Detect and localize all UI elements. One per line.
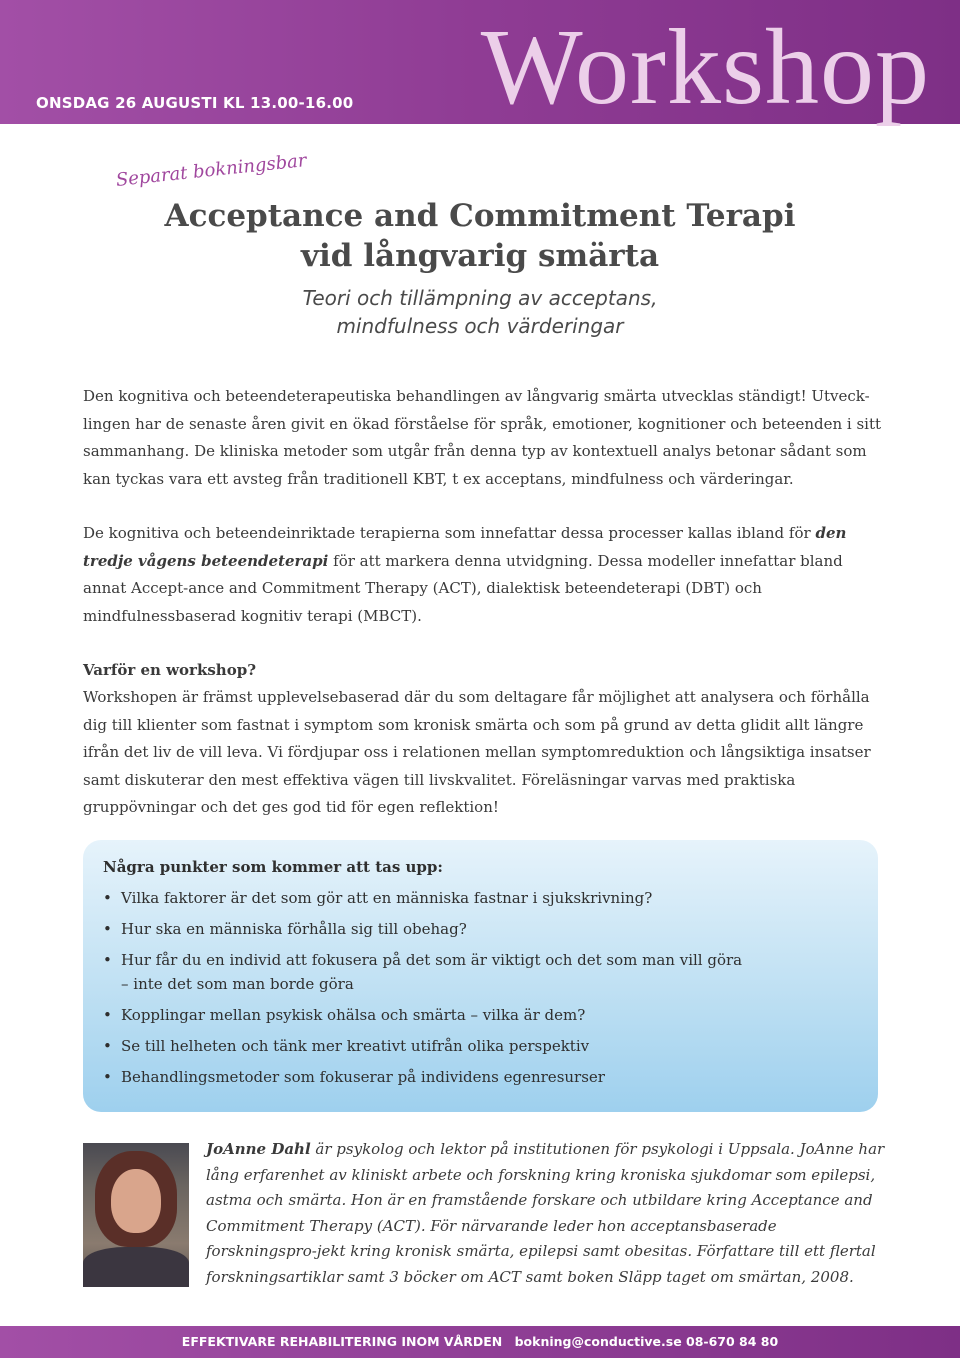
why-heading: Varför en workshop? [83, 661, 256, 679]
list-item [103, 948, 863, 996]
subtitle-line-1: Teori och tillämpning av acceptans, [302, 286, 658, 310]
booking-tagline: Separat bokningsbar [114, 150, 308, 191]
speaker-name: JoAnne Dahl [206, 1140, 311, 1158]
header-banner [0, 0, 960, 127]
points-list [103, 886, 863, 1096]
list-item [103, 917, 863, 941]
list-item [103, 1034, 863, 1058]
intro-p2-before: De kognitiva och beteendeinriktade terapierna som innefattar dessa processer kallas ibland för [83, 524, 816, 542]
intro-paragraph-1: Den kognitiva och beteendeterapeutiska behandlingen av långvarig smärta utvecklas ständigt! Utveck-lingen har de senaste åren givit en ökad förståelse för språk, emotioner, kognitioner och beteenden i sitt sammanhang. De kliniska metoder som utgår från denna typ av kontextuell analys betonar sådant som kan tyckas vara ett avsteg från traditionell KBT, t ex acceptans, mindfulness och värderingar. [83, 387, 882, 488]
page-subtitle [0, 284, 960, 340]
footer-org: EFFEKTIVARE REHABILITERING INOM VÅRDEN [181, 1334, 503, 1349]
list-item [103, 1065, 863, 1089]
event-date: ONSDAG 26 AUGUSTI KL 13.00-16.00 [36, 94, 354, 112]
list-item [103, 1003, 863, 1027]
photo-face [111, 1169, 161, 1233]
bullet-icon: • [103, 1006, 112, 1024]
bullet-icon: • [103, 889, 112, 907]
photo-shoulders [83, 1247, 189, 1287]
footer-banner [0, 1326, 960, 1358]
point-text: Hur får du en individ att fokusera på det som är viktigt och det som man vill göra [121, 951, 743, 969]
speaker-photo [83, 1143, 189, 1287]
bullet-icon: • [103, 951, 112, 969]
point-text: Vilka faktorer är det som gör att en människa fastnar i sjukskrivning? [121, 889, 653, 907]
intro-p2-emphasis: den tredje vågens beteendeterapi [83, 524, 847, 570]
intro-p2-after: för att markera denna utvidgning. Dessa modeller innefattar bland annat Accept-ance and Commitment Therapy (ACT), dialektisk beteendeterapi (DBT) och mindfulnessbaserad kognitiv terapi (MBCT). [83, 551, 843, 625]
points-box [83, 840, 878, 1112]
bullet-icon: • [103, 920, 112, 938]
title-line-1: Acceptance and Commitment Terapi [164, 198, 796, 234]
point-text: Kopplingar mellan psykisk ohälsa och smärta – vilka är dem? [121, 1006, 586, 1024]
points-heading: Några punkter som kommer att tas upp: [103, 858, 443, 876]
list-item [103, 886, 863, 910]
page-title [0, 196, 960, 276]
subtitle-line-2: mindfulness och värderingar [336, 314, 624, 338]
point-text-continued: – inte det som man borde göra [121, 975, 354, 993]
why-paragraph: Workshopen är främst upplevelsebaserad där du som deltagare får möjlighet att analysera och förhålla dig till klienter som fastnat i symptom som kronisk smärta och som på grund av detta glidit allt längre ifrån det liv de vill leva. Vi fördjupar oss i relationen mellan symptomreduktion och långsiktiga insatser samt diskuterar den mest effektiva vägen till livskvalitet. Föreläsningar varvas med praktiska gruppövningar och det ges god tid för egen reflektion! [83, 688, 871, 816]
footer-contact[interactable]: bokning@conductive.se 08-670 84 80 [514, 1334, 779, 1349]
bullet-icon: • [103, 1068, 112, 1086]
title-line-2: vid långvarig smärta [300, 238, 660, 274]
point-text: Se till helheten och tänk mer kreativt utifrån olika perspektiv [121, 1037, 590, 1055]
speaker-bio [206, 1137, 886, 1291]
point-text: Hur ska en människa förhålla sig till obehag? [121, 920, 467, 938]
speaker-bio-text: är psykolog och lektor på institutionen för psykologi i Uppsala. JoAnne har lång erfarenhet av kliniskt arbete och forskning kring kroniska sjukdomar som epilepsi, astma och smärta. Hon är en framstående forskare och utbildare kring Acceptance and Commitment Therapy (ACT). För närvarande leder hon acceptansbaserade forskningspro-jekt kring kronisk smärta, epilepsi samt obesitas. Författare till ett flertal forskningsartiklar samt 3 böcker om ACT samt boken Släpp taget om smärtan, 2008. [206, 1140, 885, 1286]
intro-paragraph-2 [83, 520, 883, 630]
header-title: Workshop [480, 8, 930, 127]
point-text: Behandlingsmetoder som fokuserar på individens egenresurser [121, 1068, 605, 1086]
footer-text [0, 1334, 960, 1349]
bullet-icon: • [103, 1037, 112, 1055]
